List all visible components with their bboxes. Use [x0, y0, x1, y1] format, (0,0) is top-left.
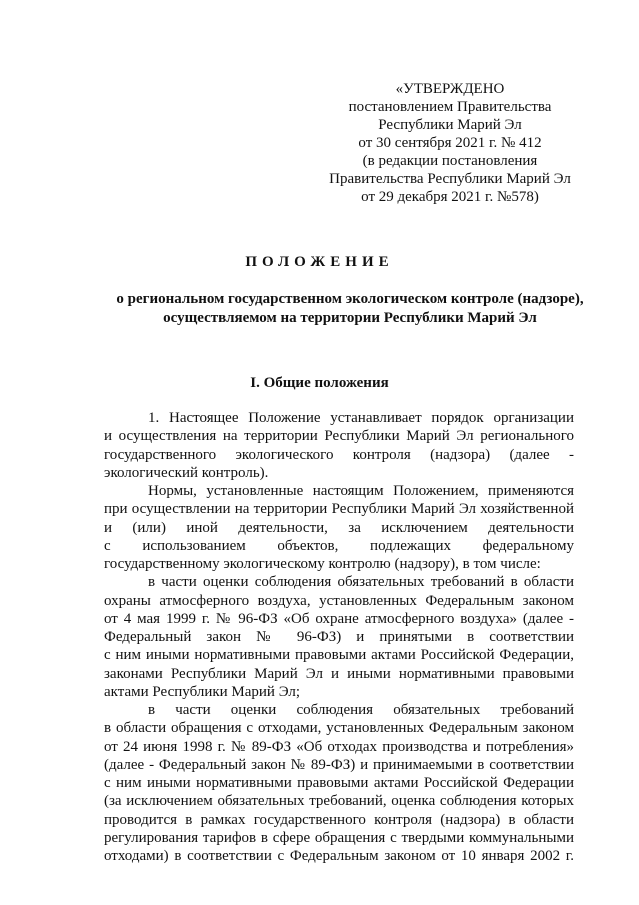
- text-line: с ним иными нормативными правовыми актами Российской Федерации: [104, 775, 574, 791]
- text-line: при осуществлении на территории Республики Марий Эл хозяйственной: [104, 501, 574, 518]
- text-line: в части оценки соблюдения обязательных требований: [148, 702, 574, 718]
- text-line: и (или) иной деятельности, за исключением деятельности: [104, 519, 574, 536]
- text-line: (далее - Федеральный закон № 89-ФЗ) и принимаемыми в соответствии: [104, 756, 574, 773]
- approval-line: (в редакции постановления: [362, 153, 538, 169]
- approval-line: от 29 декабря 2021 г. №578): [361, 189, 539, 205]
- text-line: с ним иными нормативными правовыми актами Российской Федерации,: [104, 647, 574, 664]
- text-line: государственного экологического контроля (надзора) (далее -: [104, 446, 574, 463]
- approval-line: Правительства Республики Марий Эл: [329, 171, 571, 187]
- document-title: ПОЛОЖЕНИЕ: [245, 254, 394, 270]
- text-line: в части оценки соблюдения обязательных требований в области: [148, 574, 574, 591]
- text-line: экологический контроль).: [104, 464, 269, 481]
- text-line: Нормы, установленные настоящим Положением, применяются: [148, 483, 574, 499]
- approval-line: Республики Марий Эл: [378, 117, 522, 133]
- text-line: отходами) в соответствии с Федеральным законом от 10 января 2002 г.: [104, 848, 574, 864]
- text-line: с использованием объектов, подлежащих федеральному: [104, 537, 574, 554]
- text-line: государственному экологическому контролю (надзору), в том числе:: [104, 556, 541, 572]
- subtitle-line: осуществляемом на территории Республики Марий Эл: [163, 310, 537, 326]
- text-line: в области обращения с отходами, установленных Федеральным законом: [104, 720, 574, 737]
- text-line: (за исключением обязательных требований, оценка соблюдения которых: [104, 793, 574, 810]
- approval-line: постановлением Правительства: [348, 99, 552, 115]
- subtitle-line: о региональном государственном экологическом контроле (надзоре),: [116, 291, 584, 307]
- approval-stamp: [320, 80, 580, 206]
- document-subtitle: [60, 290, 639, 328]
- text-line: от 4 мая 1999 г. № 96-ФЗ «Об охране атмосферного воздуха» (далее -: [104, 610, 574, 627]
- text-line: законами Республики Марий Эл и иными нормативными правовыми: [104, 665, 574, 682]
- section-heading: I. Общие положения: [250, 375, 389, 391]
- text-line: Федеральный закон № 96-ФЗ) и принятыми в соответствии: [104, 629, 574, 645]
- body-text: [104, 409, 574, 865]
- text-line: регулирования тарифов в сфере обращения с твердыми коммунальными: [104, 829, 574, 846]
- approval-line: от 30 сентября 2021 г. № 412: [358, 135, 542, 151]
- text-line: актами Республики Марий Эл;: [104, 683, 301, 700]
- text-line: 1. Настоящее Положение устанавливает порядок организации: [148, 410, 574, 426]
- approval-line: «УТВЕРЖДЕНО: [395, 81, 505, 97]
- text-line: и осуществления на территории Республики Марий Эл регионального: [104, 428, 574, 445]
- text-line: от 24 июня 1998 г. № 89-ФЗ «Об отходах производства и потребления»: [104, 738, 574, 755]
- text-line: охраны атмосферного воздуха, установленных Федеральным законом: [104, 592, 574, 609]
- text-line: проводится в рамках государственного контроля (надзора) в области: [104, 811, 574, 828]
